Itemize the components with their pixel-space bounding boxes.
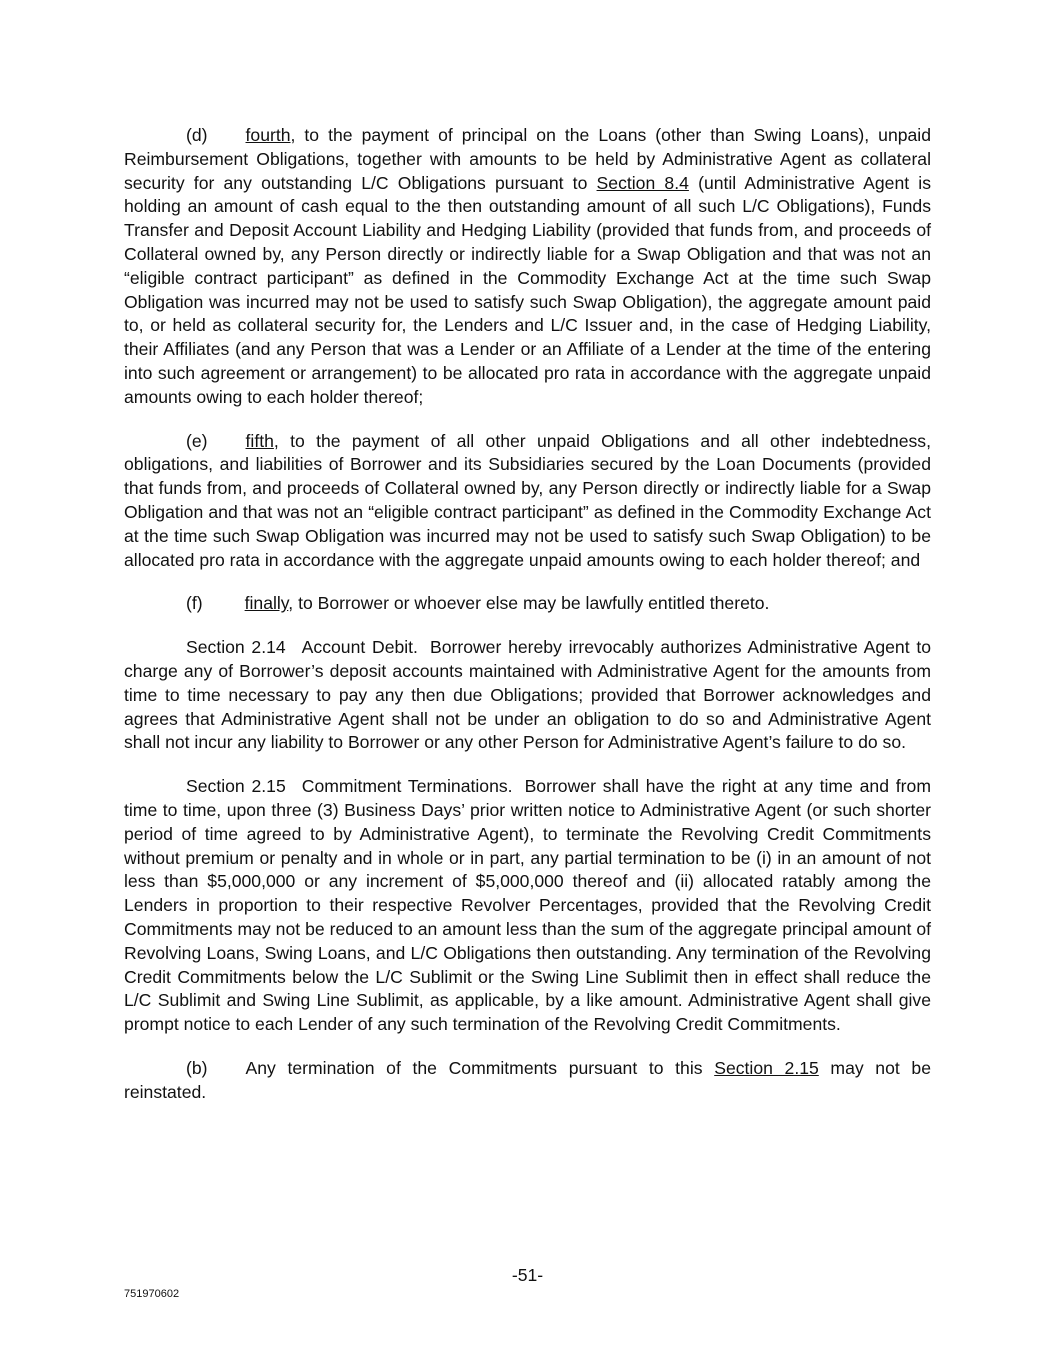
section-2-15-title: Commitment Terminations. [301,776,513,797]
paragraph-b-label: (b) [186,1057,208,1078]
document-body [124,124,931,1124]
paragraph-e-text: , to the payment of all other unpaid Obligations and all other indebtedness, obligations, and liabilities of Borrower and its Subsidiaries secured by the Loan Documents (provided that funds from, and proceeds of Collateral owned by, any Person directly or indirectly liable for a Swap Obligation and that was not an “eligible contract participant” as defined in the Commodity Exchange Act at the time such Swap Obligation was incurred may not be used to satisfy such Swap Obligation) to be allocated pro rata in accordance with the aggregate unpaid amounts owing to each holder thereof; and [124,430,931,570]
section-2-15-link[interactable]: Section 2.15 [714,1057,819,1078]
paragraph-f-text: , to Borrower or whoever else may be lawfully entitled thereto. [288,593,770,614]
section-2-14-text: Borrower hereby irrevocably authorizes Administrative Agent to charge any of Borrower’s deposit accounts maintained with Administrative Agent for the amounts from time to time necessary to pay any then due Obligations; provided that Borrower acknowledges and agrees that Administrative Agent shall not be under an obligation to do so and Administrative Agent shall not incur any liability to Borrower or any other Person for Administrative Agent’s failure to do so. [124,637,931,753]
page-number: -51- [511,1265,544,1285]
paragraph-b-text-2: may not be reinstated. [124,1057,931,1102]
section-2-15-text: Borrower shall have the right at any time and from time to time, upon three (3) Business Days’ prior written notice to Administrative Agent (or such shorter period of time agreed to by Administrative Agent), to terminate the Revolving Credit Commitments without premium or penalty and in whole or in part, any partial termination to be (i) in an amount of not less than $5,000,000 or any increment of $5,000,000 thereof and (ii) allocated ratably among the Lenders in proportion to their respective Revolver Percentages, provided that the Revolving Credit Commitments may not be reduced to an amount less than the sum of the aggregate principal amount of Revolving Loans, Swing Loans, and L/C Obligations then outstanding. Any termination of the Revolving Credit Commitments below the L/C Sublimit or the Swing Line Sublimit then in effect shall reduce the L/C Sublimit and Swing Line Sublimit, as applicable, by a like amount. Administrative Agent shall give prompt notice to each Lender of any such termination of the Revolving Credit Commitments. [124,776,931,1035]
section-2-14-number: Section 2.14 [186,637,286,658]
paragraph-d-text-1: , to the payment of principal on the Loans (other than Swing Loans), unpaid Reimbursement Obligations, together with amounts to be held by Administrative Agent as collateral security for any outstanding L/C Obligations pursuant to [124,125,931,193]
term-fourth: fourth [245,125,291,145]
paragraph-d-text-2: (until Administrative Agent is holding an amount of cash equal to the then outstanding amount of all such L/C Obligations), Funds Transfer and Deposit Account Liability and Hedging Liability (provided that funds from, and proceeds of Collateral owned by, any Person directly or indirectly liable for a Swap Obligation and that was not an “eligible contract participant” as defined in the Commodity Exchange Act at the time such Swap Obligation was incurred may not be used to satisfy such Swap Obligation), the aggregate amount paid to, or held as collateral security for, the Lenders and L/C Issuer and, in the case of Hedging Liability, their Affiliates (and any Person that was a Lender or an Affiliate of a Lender at the time of the entering into such agreement or arrangement) to be allocated pro rata in accordance with the aggregate unpaid amounts owing to each holder thereof; [124,172,932,407]
paragraph-d-label: (d) [186,125,208,145]
term-fifth: fifth [245,430,274,451]
term-finally: finally [244,593,289,614]
paragraph-e-label: (e) [186,430,208,451]
section-2-14-title: Account Debit. [301,637,418,658]
section-2-14 [124,636,931,755]
section-8-4-link[interactable]: Section 8.4 [596,172,689,193]
document-id: 751970602 [124,1288,180,1300]
paragraph-b-text-1: Any termination of the Commitments pursuant to this [245,1057,715,1078]
paragraph-d [124,124,931,410]
section-2-15-number: Section 2.15 [186,776,286,797]
paragraph-b [124,1057,931,1105]
paragraph-f [124,592,931,616]
paragraph-f-label: (f) [186,593,203,614]
paragraph-e [124,430,931,573]
section-2-15 [124,775,931,1037]
